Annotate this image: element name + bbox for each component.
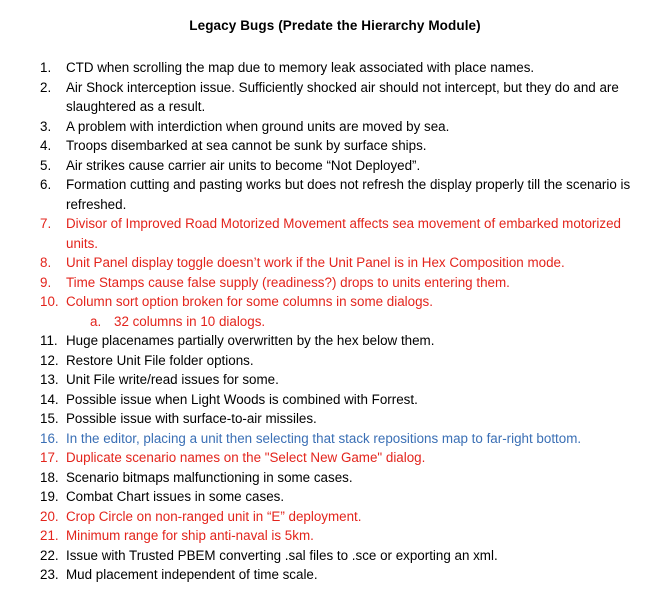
list-item-number: 22.	[40, 547, 59, 563]
list-item-text: Restore Unit File folder options.	[66, 352, 254, 368]
list-item	[0, 292, 670, 312]
list-item-text: CTD when scrolling the map due to memory leak associated with place names.	[66, 60, 535, 75]
list-item-number: 16.	[40, 430, 59, 446]
list-item	[0, 526, 670, 546]
list-item-number: 17.	[40, 450, 59, 465]
list-item-text: Possible issue with surface-to-air missiles.	[66, 411, 317, 426]
list-item	[0, 468, 670, 488]
list-item-text: Issue with Trusted PBEM converting .sal files to .sce or exporting an xml.	[66, 547, 498, 563]
list-item-text: In the editor, placing a unit then selecting that stack repositions map to far-right bottom.	[66, 430, 582, 446]
list-item-text: Minimum range for ship anti-naval is 5km.	[66, 528, 314, 543]
list-item-number: 5.	[40, 157, 52, 173]
list-item	[0, 117, 670, 137]
list-item-number: 20.	[40, 508, 59, 524]
document-title: Legacy Bugs (Predate the Hierarchy Module)	[189, 18, 481, 33]
list-item-text: Column sort option broken for some columns in some dialogs.	[66, 294, 433, 309]
list-item-number: 14.	[40, 391, 59, 407]
list-item-number: 10.	[40, 294, 59, 309]
list-item-number: 19.	[40, 489, 59, 504]
list-item-number: 8.	[40, 255, 52, 270]
list-item	[0, 273, 670, 293]
list-item	[0, 136, 670, 156]
list-item	[0, 351, 670, 371]
list-subitem	[0, 312, 670, 332]
list-item	[0, 370, 670, 390]
list-item-number: 7.	[40, 216, 52, 231]
list-item-number: 3.	[40, 118, 52, 134]
list-item-text: Time Stamps cause false supply (readiness?) drops to units entering them.	[66, 274, 510, 290]
list-item-number: 18.	[40, 469, 59, 485]
list-item	[0, 546, 670, 566]
list-item	[0, 253, 670, 273]
list-item-number: 1.	[40, 60, 52, 75]
list-item	[0, 331, 670, 351]
list-item-text: Troops disembarked at sea cannot be sunk by surface ships.	[66, 138, 427, 153]
list-item-text: Unit File write/read issues for some.	[66, 372, 279, 387]
list-item-number: a.	[90, 313, 102, 329]
list-item-number: 21.	[40, 528, 59, 543]
list-item-text: Combat Chart issues in some cases.	[66, 489, 285, 504]
list-item-number: 13.	[40, 372, 59, 387]
list-item-text: Mud placement independent of time scale.	[66, 567, 318, 582]
list-item-text: A problem with interdiction when ground units are moved by sea.	[66, 118, 450, 134]
list-item	[0, 78, 670, 117]
list-item	[0, 390, 670, 410]
list-item-number: 11.	[40, 333, 58, 348]
list-item-text: Crop Circle on non-ranged unit in “E” deployment.	[66, 508, 362, 524]
list-item-number: 6.	[40, 177, 52, 192]
list-item	[0, 487, 670, 507]
list-item-text: Unit Panel display toggle doesn’t work if the Unit Panel is in Hex Composition mode.	[66, 255, 565, 270]
list-item-number: 23.	[40, 567, 59, 582]
list-item-text: Air Shock interception issue. Sufficiently shocked air should not intercept, but they do and are slaughtered as a result.	[66, 79, 619, 114]
list-item	[0, 214, 670, 253]
list-item	[0, 565, 670, 585]
list-item	[0, 507, 670, 527]
bug-list	[0, 58, 670, 585]
list-item-number: 9.	[40, 274, 52, 290]
list-item-number: 2.	[40, 79, 52, 95]
list-item-text: Huge placenames partially overwritten by the hex below them.	[66, 333, 435, 348]
list-item-text: Formation cutting and pasting works but does not refresh the display properly till the scenario is refreshed.	[66, 177, 631, 212]
list-item	[0, 156, 670, 176]
list-item-text: 32 columns in 10 dialogs.	[114, 313, 266, 329]
list-item	[0, 409, 670, 429]
list-item-text: Possible issue when Light Woods is combined with Forrest.	[66, 391, 418, 407]
list-item-text: Duplicate scenario names on the "Select New Game" dialog.	[66, 450, 426, 465]
list-item-text: Divisor of Improved Road Motorized Movement affects sea movement of embarked motorized units.	[66, 216, 621, 251]
list-item	[0, 175, 670, 214]
list-item	[0, 448, 670, 468]
list-item-text: Air strikes cause carrier air units to become “Not Deployed”.	[66, 157, 421, 173]
list-item	[0, 429, 670, 449]
list-item-number: 12.	[40, 352, 59, 368]
list-item-number: 15.	[40, 411, 59, 426]
list-item-number: 4.	[40, 138, 52, 153]
list-item	[0, 58, 670, 78]
list-item-text: Scenario bitmaps malfunctioning in some cases.	[66, 469, 353, 485]
